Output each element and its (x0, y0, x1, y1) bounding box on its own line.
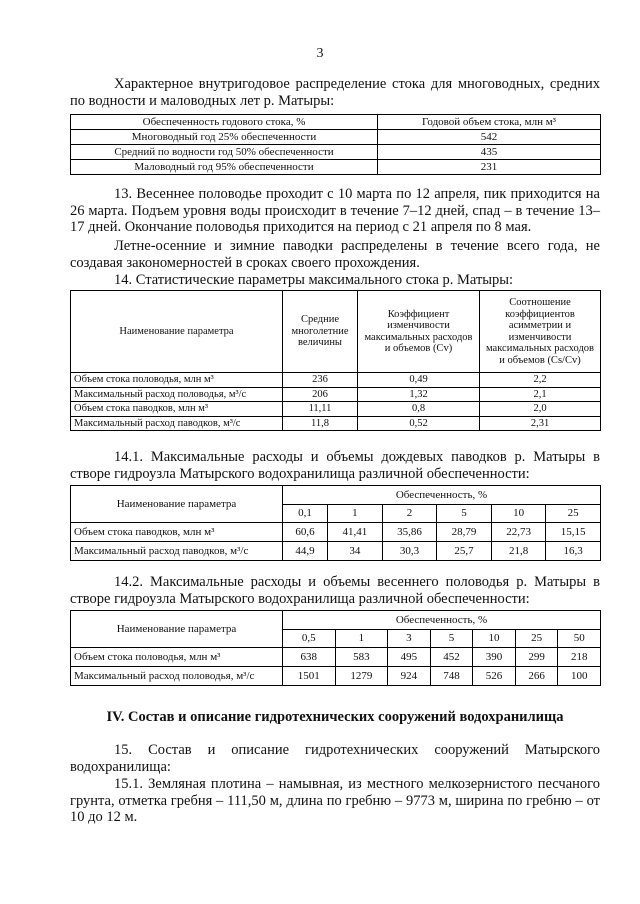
table-cell: 0,49 (358, 373, 480, 388)
table-header-row (71, 115, 601, 130)
table-cell: 41,41 (328, 523, 383, 542)
table-cell: 60,6 (283, 523, 328, 542)
table-cell: 11,11 (283, 402, 358, 417)
table-cell: 2,2 (480, 373, 601, 388)
table-cell: 236 (283, 373, 358, 388)
table-header-cell: Обеспеченность, % (283, 611, 601, 630)
table-header-cell: 1 (335, 629, 388, 648)
table-cell: 0,52 (358, 416, 480, 431)
table-header-row (71, 291, 601, 373)
table-header-cell: Годовой объем стока, млн м³ (378, 115, 601, 130)
table-header-cell: Коэффициент изменчивости максимальных расходов и объемов (Cv) (358, 291, 480, 373)
table-header-row (71, 486, 601, 505)
table-cell: 35,86 (382, 523, 437, 542)
table-cell: 1,32 (358, 387, 480, 402)
table-cell: 495 (388, 648, 431, 667)
table-header-cell: Обеспеченность годового стока, % (71, 115, 378, 130)
table-cell: 21,8 (491, 542, 546, 561)
table-cell: 22,73 (491, 523, 546, 542)
table-cell: 924 (388, 667, 431, 686)
table-row (71, 387, 601, 402)
table-row (71, 416, 601, 431)
paragraph-14: 14. Статистические параметры максимального стока р. Матыры: (114, 272, 514, 288)
table-header-row (71, 611, 601, 630)
table-cell: 299 (515, 648, 558, 667)
table-header-cell: Соотношение коэффициентов асимметрии и изменчивости максимальных расходов и объемов (Cs/Cv) (480, 291, 601, 373)
table-header-cell: 2 (382, 504, 437, 523)
table-flood-probability (70, 485, 601, 561)
table-header-cell: 10 (473, 629, 516, 648)
table-cell: Объем стока половодья, млн м³ (71, 648, 283, 667)
table-cell: 231 (378, 160, 601, 175)
table-cell: 526 (473, 667, 516, 686)
table-header-cell: 0,1 (283, 504, 328, 523)
table-cell: 452 (430, 648, 473, 667)
table-header-cell: 5 (430, 629, 473, 648)
paragraph-15: 15. Состав и описание гидротехнических сооружений Матырского водохранилища: (70, 742, 600, 775)
table-header-cell: 1 (328, 504, 383, 523)
table-cell: 2,31 (480, 416, 601, 431)
table-cell: 30,3 (382, 542, 437, 561)
table-cell: Объем стока паводков, млн м³ (71, 402, 283, 417)
table-header-cell: Наименование параметра (71, 611, 283, 648)
table-row (71, 523, 601, 542)
table-cell: 1501 (283, 667, 336, 686)
page-number: 3 (316, 46, 324, 61)
table-max-runoff-parameters (70, 290, 601, 431)
table-header-cell: Наименование параметра (71, 291, 283, 373)
table-row (71, 667, 601, 686)
table-cell: 44,9 (283, 542, 328, 561)
table-header-cell: 50 (558, 629, 601, 648)
intro-paragraph: Характерное внутригодовое распределение стока для многоводных, средних по водности и маловодных лет р. Матыры: (70, 76, 600, 109)
table-row (71, 130, 601, 145)
table-cell: Максимальный расход паводков, м³/с (71, 542, 283, 561)
table-header-cell: Обеспеченность, % (283, 486, 601, 505)
table-cell: Маловодный год 95% обеспеченности (71, 160, 378, 175)
table-cell: Объем стока половодья, млн м³ (71, 373, 283, 388)
table-cell: 542 (378, 130, 601, 145)
table-cell: 2,0 (480, 402, 601, 417)
table-cell: 1279 (335, 667, 388, 686)
table-cell: Максимальный расход половодья, м³/с (71, 667, 283, 686)
table-row (71, 373, 601, 388)
paragraph-14-1: 14.1. Максимальные расходы и объемы дождевых паводков р. Матыры в створе гидроузла Матырского водохранилища различной обеспеченности: (70, 449, 600, 482)
table-cell: 2,1 (480, 387, 601, 402)
table-row (71, 648, 601, 667)
table-cell: 266 (515, 667, 558, 686)
table-cell: 218 (558, 648, 601, 667)
table-cell: Максимальный расход половодья, м³/с (71, 387, 283, 402)
table-row (71, 402, 601, 417)
paragraph-13-continued: Летне-осенние и зимние паводки распределены в течение всего года, не создавая закономерностей в сроках своего прохождения. (70, 238, 600, 271)
table-annual-distribution (70, 114, 601, 175)
table-cell: 0,8 (358, 402, 480, 417)
table-header-cell: 25 (515, 629, 558, 648)
table-cell: Объем стока паводков, млн м³ (71, 523, 283, 542)
table-cell: Максимальный расход паводков, м³/с (71, 416, 283, 431)
table-row (71, 542, 601, 561)
table-header-cell: 10 (491, 504, 546, 523)
table-spring-flood-probability (70, 610, 601, 686)
table-cell: Многоводный год 25% обеспеченности (71, 130, 378, 145)
paragraph-14-2: 14.2. Максимальные расходы и объемы весеннего половодья р. Матыры в створе гидроузла Матырского водохранилища различной обеспеченности: (70, 574, 600, 607)
table-header-cell: 25 (546, 504, 601, 523)
table-cell: 25,7 (437, 542, 492, 561)
table-cell: 16,3 (546, 542, 601, 561)
table-cell: 748 (430, 667, 473, 686)
table-cell: 100 (558, 667, 601, 686)
table-cell: 435 (378, 145, 601, 160)
table-header-cell: 0,5 (283, 629, 336, 648)
table-cell: Средний по водности год 50% обеспеченности (71, 145, 378, 160)
table-cell: 28,79 (437, 523, 492, 542)
table-row (71, 160, 601, 175)
paragraph-15-1: 15.1. Земляная плотина – намывная, из местного мелкозернистого песчаного грунта, отметка гребня – 111,50 м, длина по гребню – 9773 м, ширина по гребню – от 10 до 12 м. (70, 776, 600, 825)
paragraph-13: 13. Весеннее половодье проходит с 10 марта по 12 апреля, пик приходится на 26 марта. Подъем уровня воды происходит в течение 7–12 дней, спад – в течение 13–17 дней. Окончание половодья приходится на период с 21 апреля по 8 мая. (70, 186, 600, 235)
table-cell: 390 (473, 648, 516, 667)
table-header-cell: 3 (388, 629, 431, 648)
table-cell: 34 (328, 542, 383, 561)
table-header-cell: Средние многолетние величины (283, 291, 358, 373)
table-cell: 15,15 (546, 523, 601, 542)
table-cell: 583 (335, 648, 388, 667)
table-header-cell: Наименование параметра (71, 486, 283, 523)
table-cell: 206 (283, 387, 358, 402)
table-header-cell: 5 (437, 504, 492, 523)
table-cell: 11,8 (283, 416, 358, 431)
table-row (71, 145, 601, 160)
table-cell: 638 (283, 648, 336, 667)
section-title: IV. Состав и описание гидротехнических сооружений водохранилища (106, 709, 564, 725)
